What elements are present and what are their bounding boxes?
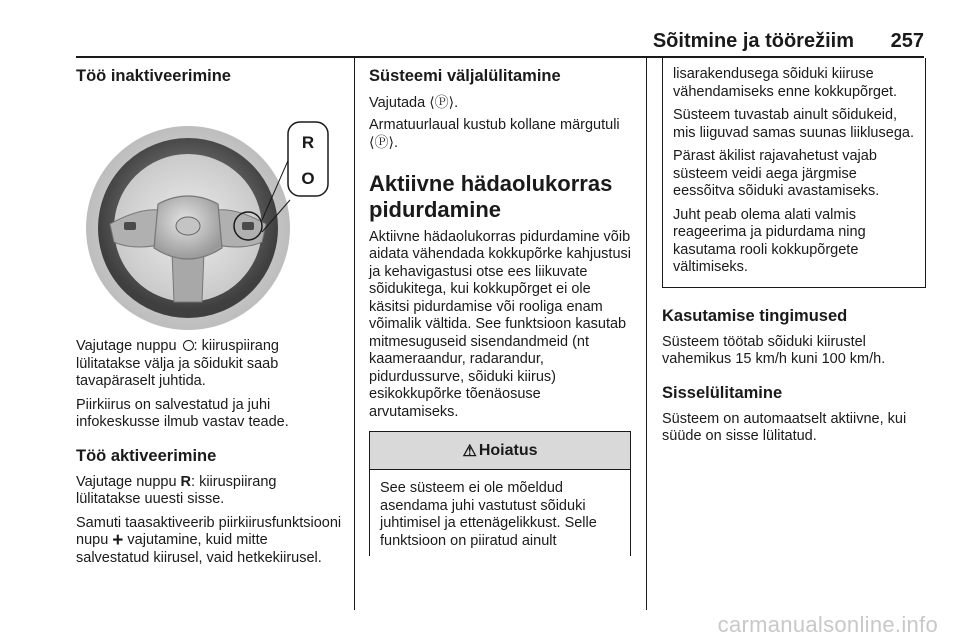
heading-inactivation: Töö inaktiveerimine bbox=[76, 67, 231, 85]
column-divider-1 bbox=[354, 58, 355, 610]
paragraph-press: Vajutada ⟨Ⓟ⟩. bbox=[369, 94, 459, 111]
warning-box-continued bbox=[662, 58, 926, 288]
left-control-icon bbox=[124, 222, 136, 230]
text-fragment: Armatuurlaual kustub kollane märgutuli bbox=[369, 116, 620, 133]
paragraph-switch-on: Süsteem on automaatselt aktiivne, kui süüde on sisse lülitatud. bbox=[662, 410, 907, 444]
text-fragment: Samuti taasaktiveerib piirkiirusfunktsiooni nupu bbox=[76, 514, 342, 548]
button-o-label: O bbox=[301, 169, 315, 188]
paragraph-deactivate bbox=[76, 338, 342, 391]
warning-body bbox=[370, 470, 630, 556]
heading-system-off: Süsteemi väljalülitamine bbox=[369, 67, 561, 85]
circle-button-icon bbox=[183, 340, 194, 351]
paragraph-indicator: Armatuurlaual kustub kollane märgutuli ⟨Ⓟ⟩. bbox=[369, 116, 620, 151]
paragraph-emergency-braking: Aktiivne hädaolukorras pidurdamine võib aidata vähendada kokkupõrke kahjustusi ja kehavigastusi otse ees liikuvate sõidukitega, kui kokkupõrget ei ole käsitsi pidurdamise või rooliga enam võimalik vältida. See funktsioon kasutab mitmesuguseid sisendandmeid (nt kaameraandur, radarandur, pidurdussurve, sõiduki kiirus) esikokkupõrke tõenäosuse arvutamiseks. bbox=[369, 228, 631, 420]
warning-text: See süsteem ei ole mõeldud asendama juhi vastutust sõiduki juhtimisel ja ettenägelikkust. Selle funktsioon on piiratud ainult bbox=[380, 480, 597, 549]
warning-box bbox=[369, 431, 631, 556]
watermark: carmanualsonline.info bbox=[717, 612, 938, 637]
text-fragment: : kiiruspiirang lülitatakse välja ja sõidukit saab tavapäraselt juhtida. bbox=[76, 338, 279, 389]
column-3 bbox=[662, 66, 926, 446]
brake-warning-icon: ⟨Ⓟ⟩ bbox=[429, 94, 455, 110]
paragraph-plus-button bbox=[76, 515, 342, 568]
heading-emergency-braking: Aktiivne hädaolukorras pidurdamine bbox=[369, 170, 613, 222]
page-number: 257 bbox=[890, 30, 924, 52]
warning-continued-3: Pärast äkilist rajavahetust vajab süsteem veidi aega järgmise eessõitva sõiduki avastamiseks. bbox=[673, 148, 880, 199]
brake-warning-icon: ⟨Ⓟ⟩ bbox=[369, 134, 394, 150]
warning-title: Hoiatus bbox=[478, 441, 538, 459]
steering-wheel-illustration bbox=[76, 92, 342, 332]
warning-continued-2: Süsteem tuvastab ainult sõidukeid, mis liiguvad samas suunas liiklusega. bbox=[673, 107, 914, 141]
column-divider-2 bbox=[646, 58, 647, 610]
heading-activation: Töö aktiveerimine bbox=[76, 446, 217, 465]
text-fragment: : kiiruspiirang lülitatakse uuesti sisse. bbox=[76, 473, 277, 507]
text-fragment: vajutamine, kuid mitte salvestatud kiirusel, vaid hetkekiirusel. bbox=[76, 532, 322, 566]
emblem-icon bbox=[176, 217, 200, 235]
page-header-title: Sõitmine ja töörežiim bbox=[652, 30, 854, 52]
heading-conditions: Kasutamise tingimused bbox=[662, 306, 848, 325]
warning-triangle-icon: ⚠ bbox=[462, 442, 477, 460]
heading-switch-on: Sisselülitamine bbox=[662, 383, 783, 402]
paragraph-reactivate bbox=[76, 474, 342, 509]
column-1 bbox=[76, 66, 342, 567]
plus-icon: + bbox=[112, 530, 124, 551]
column-2 bbox=[369, 66, 631, 556]
text-fragment: Vajutage nuppu bbox=[76, 338, 181, 354]
paragraph-conditions: Süsteem töötab sõiduki kiirustel vahemikus 15 km/h kuni 100 km/h. bbox=[662, 333, 886, 367]
warning-continued-1: lisarakendusega sõiduki kiiruse vähendamiseks enne kokkupõrget. bbox=[673, 66, 898, 100]
text-fragment: Vajutada bbox=[369, 95, 430, 111]
button-r-label: R bbox=[301, 133, 315, 152]
text-fragment: Vajutage nuppu bbox=[76, 473, 181, 490]
key-r-label: R bbox=[180, 473, 192, 490]
right-control-icon bbox=[242, 222, 254, 230]
steering-wheel-figure bbox=[76, 92, 342, 332]
warning-continued-4: Juht peab olema alati valmis reageerima ja pidurdama ning kasutama rooli kokkupõrgete vältimiseks. bbox=[673, 206, 866, 275]
warning-header bbox=[370, 432, 630, 470]
paragraph-saved-speed: Piirkiirus on salvestatud ja juhi infokeskusse ilmub vastav teade. bbox=[76, 396, 289, 430]
